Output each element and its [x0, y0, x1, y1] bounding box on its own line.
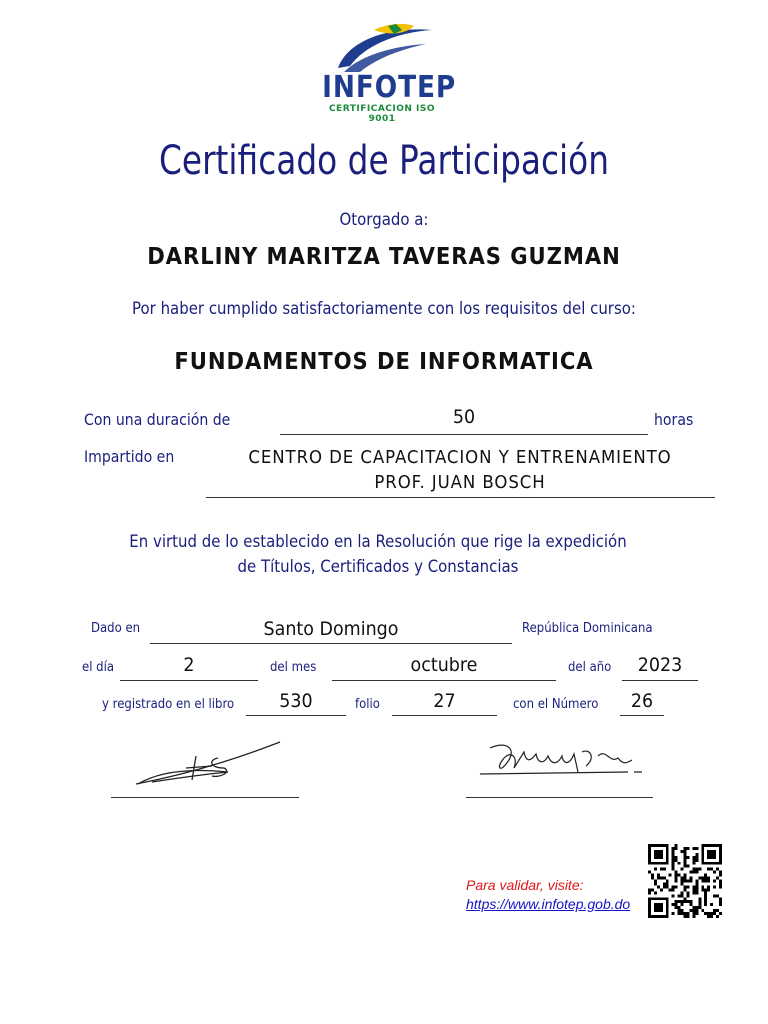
year-underline: [622, 680, 698, 681]
folio-underline: [392, 715, 497, 716]
validation-text: Para validar, visite:: [466, 877, 584, 893]
number-underline: [620, 715, 664, 716]
resolution-text: [45, 530, 710, 580]
year-label: del año: [568, 660, 612, 675]
right-signature-line: [466, 797, 653, 798]
logo-certification: CERTIFICACION ISO 9001: [328, 104, 436, 124]
imparted-underline: [206, 497, 715, 498]
duration-underline: [280, 434, 648, 435]
book-label: y registrado en el libro: [102, 697, 235, 712]
city-underline: [150, 643, 512, 644]
duration-label: Con una duración de: [84, 410, 231, 429]
requirements-text: Por haber cumplido satisfactoriamente con los requisitos del curso:: [132, 299, 636, 319]
duration-unit: horas: [654, 410, 694, 429]
logo-brand: INFOTEP: [322, 70, 457, 105]
folio-label: folio: [355, 697, 380, 712]
imparted-center-line1: CENTRO DE CAPACITACION Y ENTRENAMIENTO: [248, 447, 672, 468]
city-value: Santo Domingo: [263, 618, 399, 640]
right-signature: [478, 738, 648, 786]
day-label: el día: [82, 660, 115, 675]
country-label: República Dominicana: [522, 621, 653, 636]
course-name: FUNDAMENTOS DE INFORMATICA: [174, 349, 594, 375]
month-underline: [332, 680, 556, 681]
year-value: 2023: [637, 654, 683, 676]
number-label: con el Número: [513, 697, 599, 712]
resolution-line1: En virtud de lo establecido en la Resolución que rige la expedición: [129, 532, 627, 552]
certificate-title: Certificado de Participación: [158, 138, 610, 184]
day-underline: [120, 680, 258, 681]
imparted-label: Impartido en: [84, 447, 175, 466]
month-label: del mes: [270, 660, 317, 675]
imparted-center-line2: PROF. JUAN BOSCH: [374, 472, 546, 493]
duration-value: 50: [452, 406, 476, 428]
book-underline: [246, 715, 346, 716]
resolution-line2: de Títulos, Certificados y Constancias: [237, 557, 519, 577]
validation-block: [466, 876, 630, 914]
month-value: octubre: [410, 654, 478, 676]
left-signature: [128, 738, 288, 790]
book-value: 530: [279, 690, 313, 712]
number-value: 26: [630, 690, 654, 712]
day-value: 2: [183, 654, 195, 676]
recipient-name: DARLINY MARITZA TAVERAS GUZMAN: [147, 244, 621, 270]
validation-link[interactable]: https://www.infotep.gob.do: [466, 896, 631, 912]
left-signature-line: [111, 797, 299, 798]
infotep-logo: [302, 16, 462, 124]
folio-value: 27: [433, 690, 456, 712]
logo-swoosh-icon: [330, 20, 440, 76]
qr-code-icon: [648, 844, 722, 918]
given-in-label: Dado en: [91, 621, 141, 636]
awarded-label: Otorgado a:: [339, 210, 429, 230]
